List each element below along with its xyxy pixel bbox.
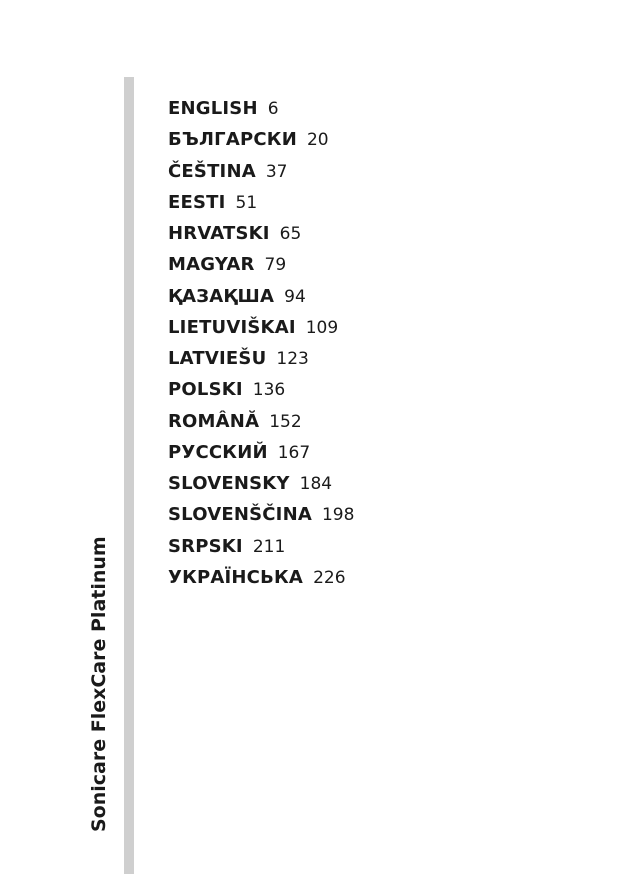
toc-page-number: 6 <box>267 99 279 119</box>
toc-entry-slovenian[interactable] <box>168 499 354 530</box>
toc-entry-polish[interactable] <box>168 374 354 405</box>
toc-page-number: 136 <box>252 380 286 401</box>
toc-page-number: 211 <box>252 536 286 557</box>
toc-page-number: 123 <box>276 349 309 369</box>
toc-page-number: 20 <box>306 130 329 151</box>
toc-language: HRVATSKI <box>168 223 270 244</box>
toc-entry-hungarian[interactable] <box>168 249 354 280</box>
side-bar <box>124 77 134 874</box>
toc-entry-kazakh[interactable] <box>168 281 354 312</box>
toc-language: LIETUVIŠKAI <box>168 316 296 338</box>
toc-language: ENGLISH <box>168 98 258 119</box>
table-of-contents <box>168 93 354 593</box>
toc-language: SLOVENSKY <box>168 473 290 494</box>
toc-language: РУССКИЙ <box>168 441 268 463</box>
toc-language: ČEŠTINA <box>168 160 256 182</box>
toc-page-number: 51 <box>235 192 258 213</box>
toc-language: MAGYAR <box>168 254 255 276</box>
toc-entry-croatian[interactable] <box>168 218 354 249</box>
toc-page-number: 152 <box>269 411 302 432</box>
product-title: Sonicare FlexCare Platinum <box>88 536 110 832</box>
toc-page-number: 109 <box>305 317 339 338</box>
toc-language: БЪЛГАРСКИ <box>168 129 297 151</box>
toc-entry-slovak[interactable] <box>168 468 354 499</box>
toc-page-number: 198 <box>321 505 355 526</box>
toc-page-number: 94 <box>284 286 306 307</box>
toc-page-number: 37 <box>265 161 288 182</box>
toc-page-number: 226 <box>313 567 346 588</box>
toc-entry-russian[interactable] <box>168 437 354 468</box>
toc-entry-latvian[interactable] <box>168 343 354 374</box>
toc-language: LATVIEŠU <box>168 348 267 369</box>
toc-page-number: 65 <box>279 224 302 244</box>
toc-entry-romanian[interactable] <box>168 406 354 437</box>
toc-language: POLSKI <box>168 379 243 401</box>
toc-entry-estonian[interactable] <box>168 187 354 218</box>
toc-entry-czech[interactable] <box>168 156 354 187</box>
toc-entry-bulgarian[interactable] <box>168 124 354 155</box>
toc-language: EESTI <box>168 191 226 213</box>
toc-language: УКРАЇНСЬКА <box>168 566 304 588</box>
toc-page-number: 79 <box>264 255 287 276</box>
toc-entry-ukrainian[interactable] <box>168 562 354 593</box>
toc-language: SLOVENŠČINA <box>168 504 312 526</box>
toc-language: SRPSKI <box>168 535 243 557</box>
toc-page-number: 167 <box>277 442 311 463</box>
toc-language: ҚАЗАҚША <box>168 285 275 307</box>
toc-entry-lithuanian[interactable] <box>168 312 354 343</box>
toc-language: ROMÂNĂ <box>168 410 260 432</box>
toc-entry-english[interactable] <box>168 93 354 124</box>
toc-page-number: 184 <box>299 474 333 494</box>
toc-entry-serbian[interactable] <box>168 531 354 562</box>
